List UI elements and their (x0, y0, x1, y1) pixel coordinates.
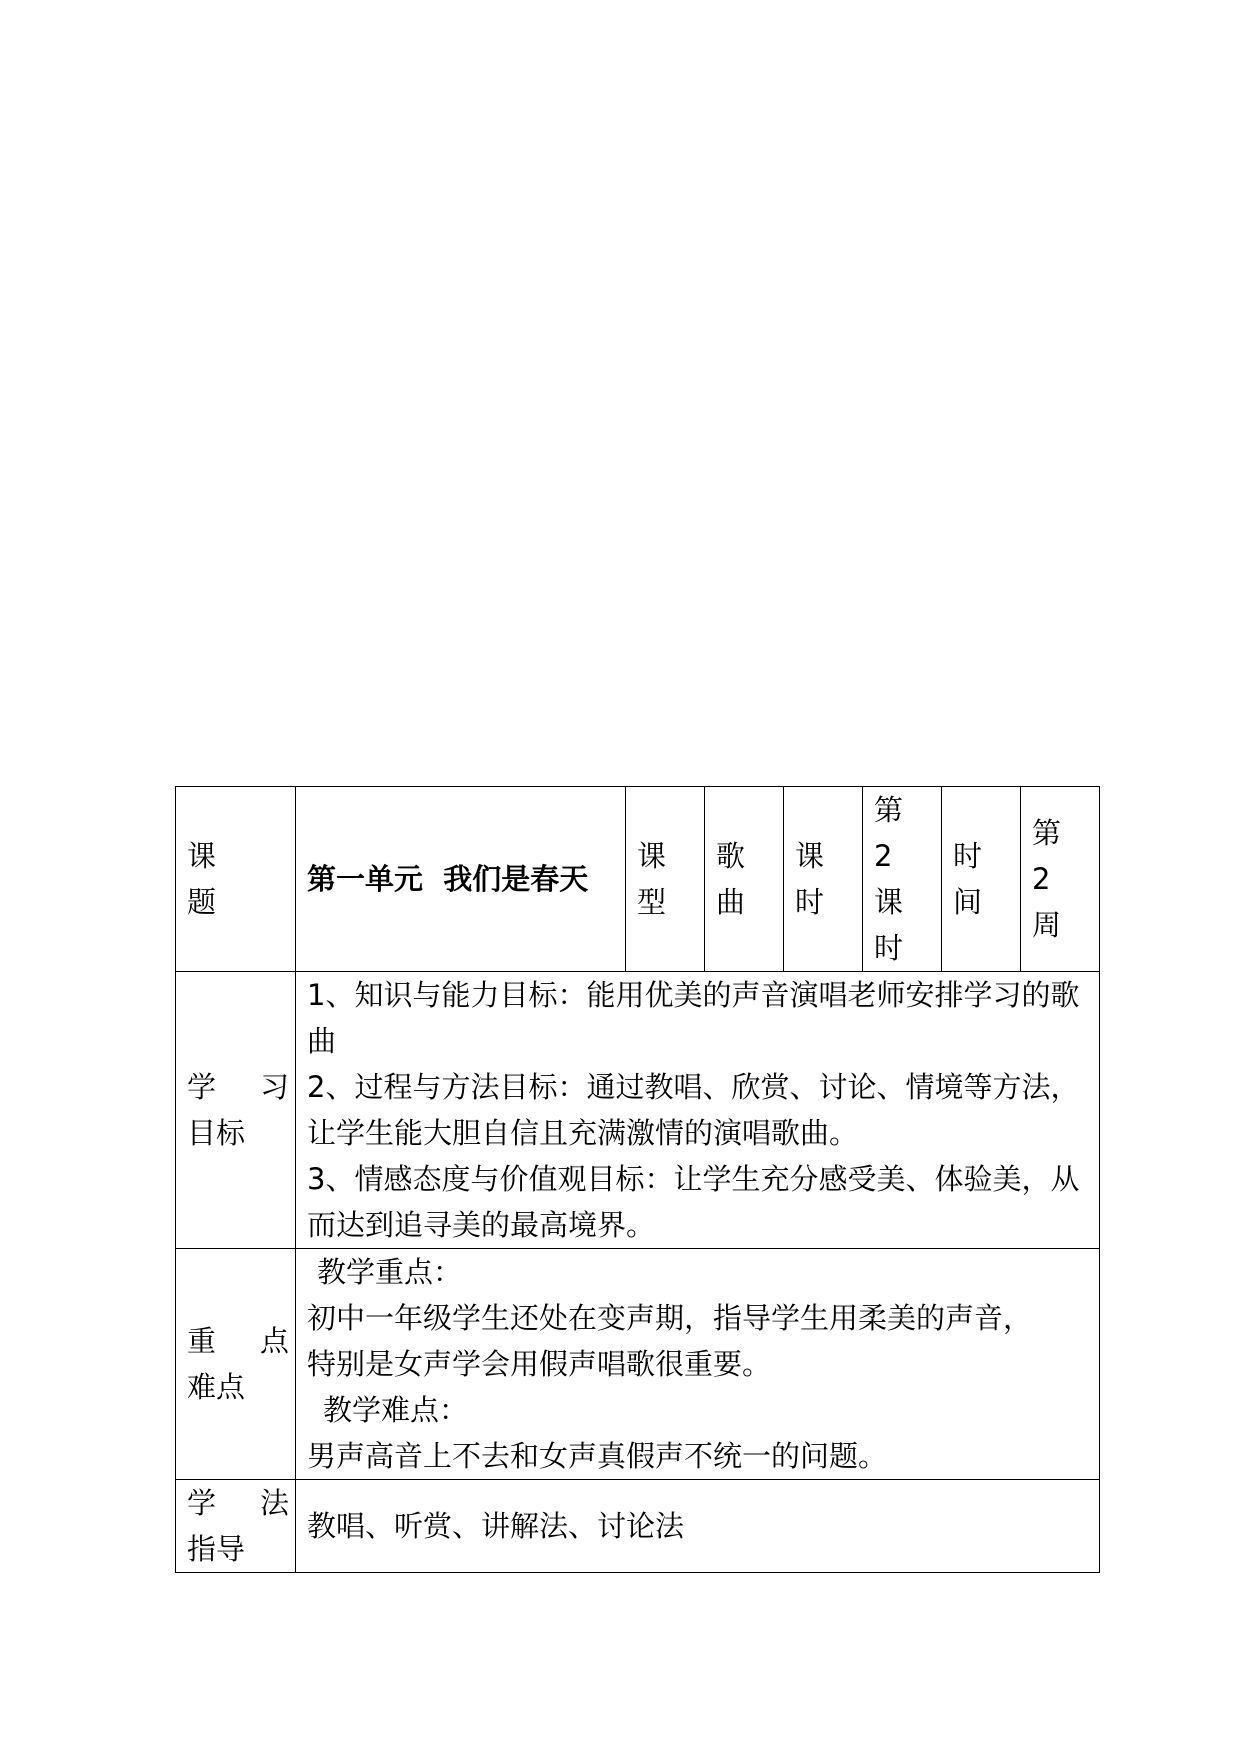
type-value: 歌曲 (716, 839, 746, 919)
topic-label-cell (176, 787, 296, 972)
lesson-plan-table (175, 786, 1100, 1573)
key-points-text-line1: 初中一年级学生还处在变声期，指导学生用柔美的声音， (307, 1301, 1033, 1335)
difficulty-text: 男声高音上不去和女声真假声不统一的问题。 (307, 1439, 888, 1473)
objective-item-3: 3、情感态度与价值观目标：让学生充分感受美、体验美，从而达到追寻美的最高境界。 (307, 1162, 1080, 1242)
method-content-cell (296, 1480, 1100, 1573)
method-text: 教唱、听赏、讲解法、讨论法 (307, 1509, 685, 1543)
type-label: 课型 (637, 839, 667, 919)
objectives-label-line1: 学 习 (187, 1070, 289, 1104)
time-label-cell (942, 787, 1021, 972)
topic-label: 课题 (187, 839, 217, 919)
difficulty-heading: 教学难点： (323, 1393, 469, 1427)
method-label-line1: 学 法 (187, 1486, 289, 1520)
key-difficulty-content-cell (296, 1249, 1100, 1480)
period-label: 课时 (795, 839, 825, 919)
time-label: 时间 (953, 839, 983, 919)
objectives-label-line2: 目标 (187, 1116, 246, 1150)
period-value-cell (863, 787, 942, 972)
topic-title: 第一单元 我们是春天 (307, 862, 589, 896)
key-points-heading: 教学重点： (317, 1255, 463, 1289)
key-points-text-line2: 特别是女声学会用假声唱歌很重要。 (307, 1347, 772, 1381)
method-label-line2: 指导 (187, 1532, 246, 1566)
key-difficulty-label-line1: 重 点 (187, 1324, 289, 1358)
type-label-cell (626, 787, 705, 972)
period-label-cell (784, 787, 863, 972)
period-value: 第2课时 (874, 793, 904, 965)
type-value-cell (705, 787, 784, 972)
method-row (176, 1480, 1100, 1573)
objectives-content-cell (296, 972, 1100, 1249)
time-value: 第2周 (1032, 816, 1062, 942)
objectives-label-cell (176, 972, 296, 1249)
key-difficulty-label-line2: 难点 (187, 1370, 246, 1404)
objective-item-1: 1、知识与能力目标：能用优美的声音演唱老师安排学习的歌曲 (307, 978, 1080, 1058)
header-row (176, 787, 1100, 972)
key-difficulty-label-cell (176, 1249, 296, 1480)
objective-item-2: 2、过程与方法目标：通过教唱、欣赏、讨论、情境等方法，让学生能大胆自信且充满激情的演唱歌曲。 (307, 1070, 1080, 1150)
method-label-cell (176, 1480, 296, 1573)
time-value-cell (1021, 787, 1100, 972)
key-difficulty-row (176, 1249, 1100, 1480)
topic-title-cell (296, 787, 626, 972)
objectives-row (176, 972, 1100, 1249)
